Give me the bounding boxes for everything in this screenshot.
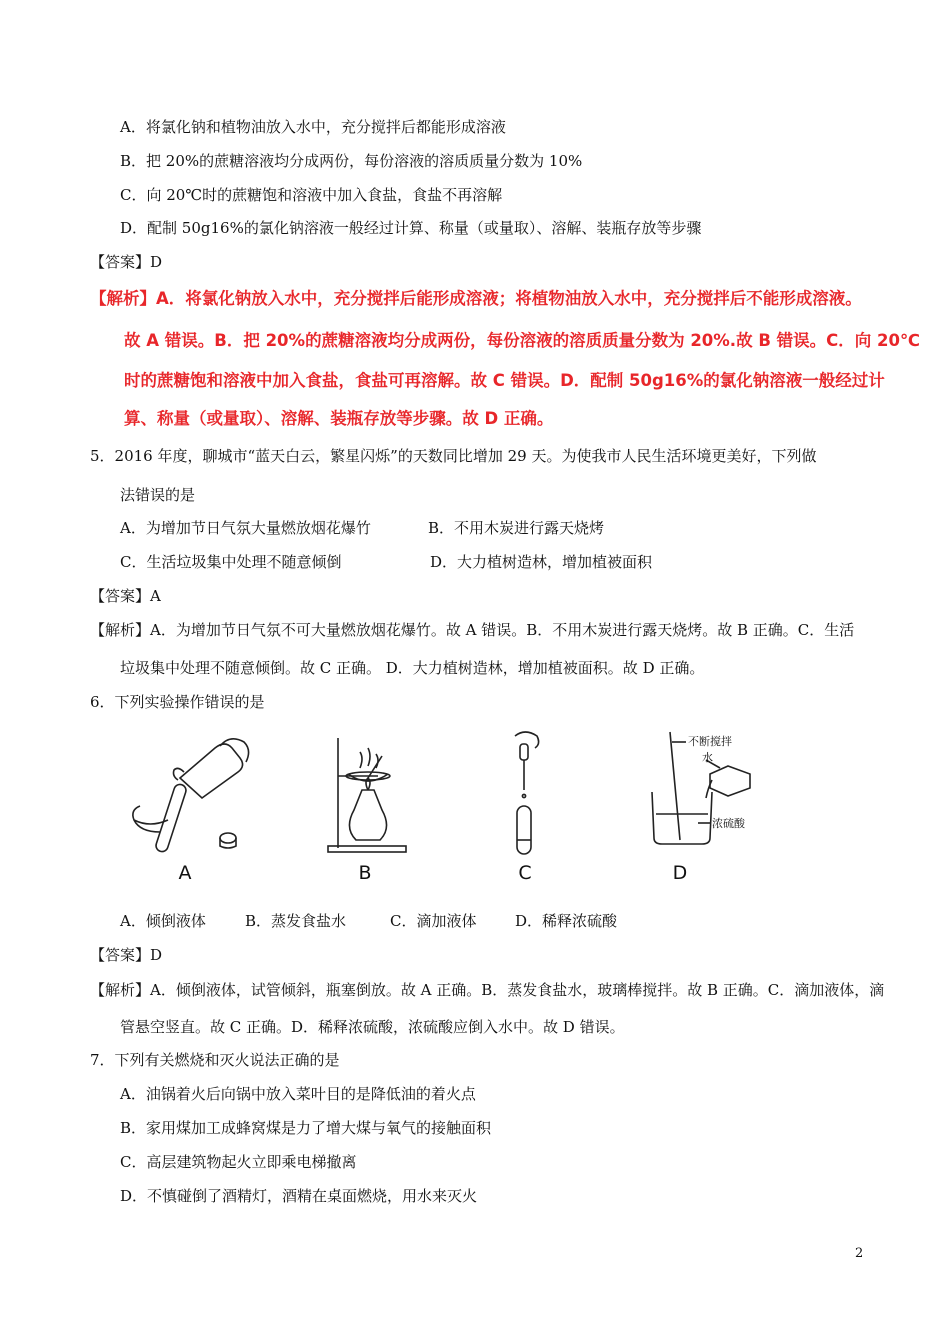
q4-analysis-line-2: 故 A 错误。B．把 20%的蔗糖溶液均分成两份，每份溶液的溶质质量分数为 20%.故 B 错误。C．向 20℃: [124, 331, 920, 350]
q7-option-a: A．油锅着火后向锅中放入菜叶目的是降低油的着火点: [120, 1085, 476, 1103]
q7-option-b: B．家用煤加工成蜂窝煤是力了增大煤与氧气的接触面积: [120, 1119, 492, 1137]
q4-analysis-line-4: 算、称量（或量取）、溶解、装瓶存放等步骤。故 D 正确。: [124, 409, 554, 428]
figure-d-diluting-acid: [640, 728, 760, 888]
q5-stem-line-1: 5．2016 年度，聊城市“蓝天白云，繁星闪烁”的天数同比增加 29 天。为使我市人民生活环境更美好，下列做: [90, 447, 817, 465]
q4-option-c: C．向 20℃时的蔗糖饱和溶液中加入食盐，食盐不再溶解: [120, 186, 503, 204]
q4-analysis-line-1: 【解析】A．将氯化钠放入水中，充分搅拌后能形成溶液；将植物油放入水中，充分搅拌后不能形成溶液。: [90, 289, 862, 308]
page-number: 2: [855, 1246, 864, 1261]
q6-option-d: D．稀释浓硫酸: [515, 912, 618, 930]
q5-option-d: D．大力植树造林，增加植被面积: [430, 553, 653, 571]
q7-option-c: C．高层建筑物起火立即乘电梯撤离: [120, 1153, 357, 1171]
q6-option-a: A．倾倒液体: [120, 912, 206, 930]
figure-c-dropping-liquid: [495, 728, 555, 888]
q6-analysis-line-2: 管悬空竖直。故 C 正确。D．稀释浓硫酸，浓硫酸应倒入水中。故 D 错误。: [120, 1018, 625, 1036]
q6-analysis-line-1: 【解析】A．倾倒液体，试管倾斜，瓶塞倒放。故 A 正确。B．蒸发食盐水，玻璃棒搅拌。故 B 正确。C．滴加液体，滴: [90, 981, 885, 999]
q6-option-c: C．滴加液体: [390, 912, 477, 930]
diluting-acid-illustration: [640, 728, 760, 858]
figure-c-label: C: [518, 862, 532, 884]
q6-stem: 6．下列实验操作错误的是: [90, 693, 265, 711]
label-stir: 不断搅拌: [688, 735, 732, 748]
q5-option-c: C．生活垃圾集中处理不随意倾倒: [120, 553, 342, 571]
q7-option-d: D．不慎碰倒了酒精灯，酒精在桌面燃烧，用水来灭火: [120, 1187, 478, 1205]
q7-stem: 7．下列有关燃烧和灭火说法正确的是: [90, 1051, 340, 1069]
figure-a-label: A: [178, 862, 192, 884]
q4-option-a: A．将氯化钠和植物油放入水中，充分搅拌后都能形成溶液: [120, 118, 506, 136]
figure-d-label: D: [672, 862, 688, 884]
pouring-liquid-illustration: [120, 728, 250, 858]
q4-analysis-line-3: 时的蔗糖饱和溶液中加入食盐，食盐可再溶解。故 C 错误。D．配制 50g16%的氯化钠溶液一般经过计: [124, 371, 885, 390]
q5-option-b: B．不用木炭进行露天烧烤: [428, 519, 605, 537]
q6-option-b: B．蒸发食盐水: [245, 912, 347, 930]
q5-option-a: A．为增加节日气氛大量燃放烟花爆竹: [120, 519, 371, 537]
figure-b-label: B: [358, 862, 372, 884]
q5-analysis-line-1: 【解析】A．为增加节日气氛不可大量燃放烟花爆竹。故 A 错误。B．不用木炭进行露天烧烤。故 B 正确。C．生活: [90, 621, 855, 639]
q5-stem-line-2: 法错误的是: [120, 486, 196, 504]
label-water: 水: [702, 751, 713, 764]
q4-answer: 【答案】D: [90, 253, 163, 271]
figure-a-pouring-liquid: [120, 728, 250, 888]
q5-analysis-line-2: 垃圾集中处理不随意倾倒。故 C 正确。 D．大力植树造林，增加植被面积。故 D 正确。: [120, 659, 705, 677]
q4-option-b: B．把 20%的蔗糖溶液均分成两份，每份溶液的溶质质量分数为 10%: [120, 152, 583, 170]
evaporation-illustration: [320, 728, 410, 858]
q4-option-d: D．配制 50g16%的氯化钠溶液一般经过计算、称量（或量取）、溶解、装瓶存放等步骤: [120, 219, 702, 237]
q6-answer: 【答案】D: [90, 946, 163, 964]
dropping-liquid-illustration: [495, 728, 555, 858]
label-acid: 浓硫酸: [712, 817, 745, 830]
figure-b-evaporation: [320, 728, 410, 888]
q5-answer: 【答案】A: [90, 587, 161, 605]
